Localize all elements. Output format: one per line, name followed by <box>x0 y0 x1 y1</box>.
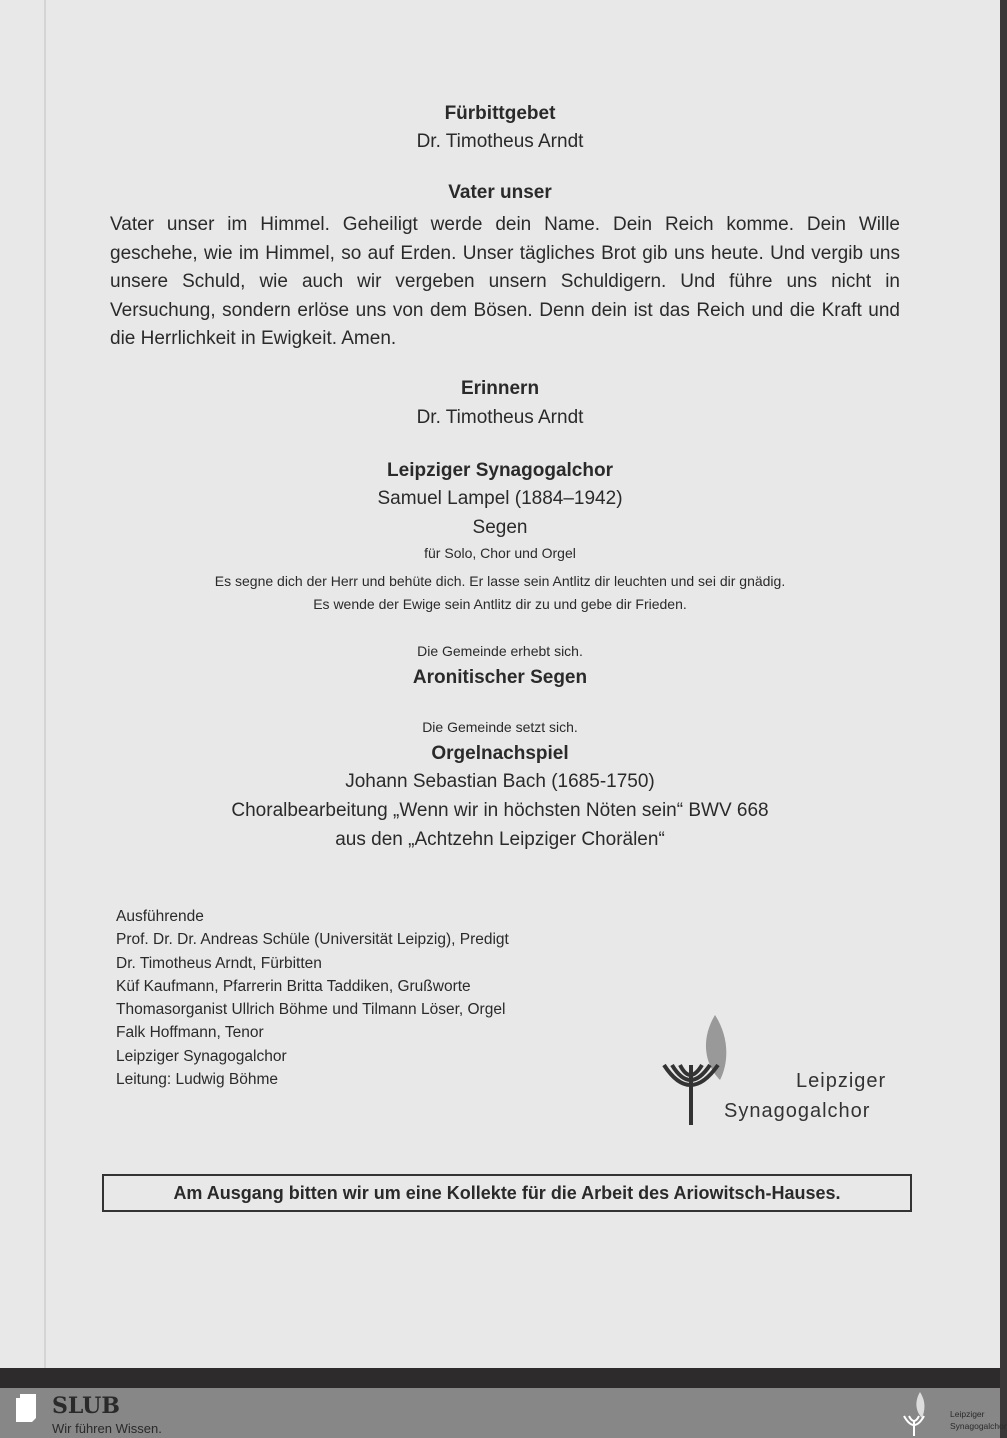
stage-note: Die Gemeinde erhebt sich. <box>417 643 583 659</box>
speaker: Dr. Timotheus Arndt <box>416 131 584 152</box>
slub-tagline: Wir führen Wissen. <box>52 1421 162 1436</box>
heading-orgelnachspiel: Orgelnachspiel <box>431 743 569 764</box>
composer: Samuel Lampel (1884–1942) <box>377 488 623 509</box>
performers-list <box>116 905 509 1091</box>
work-title: Segen <box>472 517 528 538</box>
performer-line: Prof. Dr. Dr. Andreas Schüle (Universität Leipzig), Predigt <box>116 931 509 949</box>
stage-note: Die Gemeinde setzt sich. <box>422 719 578 735</box>
heading-erinnern: Erinnern <box>460 378 540 399</box>
performer-line: Küf Kaufmann, Pfarrerin Britta Taddiken, Grußworte <box>116 977 471 995</box>
logo-text: Leipziger Synagogalchor <box>724 1070 887 1122</box>
scan-edge <box>0 1368 1000 1388</box>
slub-brand: SLUB <box>52 1393 120 1419</box>
performer-line: Leitung: Ludwig Böhme <box>116 1071 279 1089</box>
blessing-line: Es segne dich der Herr und behüte dich. Er lasse sein Antlitz dir leuchten und sei dir gnädig. <box>214 573 786 589</box>
collection-note: Am Ausgang bitten wir um eine Kollekte für die Arbeit des Ariowitsch-Hauses. <box>102 1174 912 1212</box>
blessing-line: Es wende der Ewige sein Antlitz dir zu und gebe dir Frieden. <box>313 596 687 612</box>
performer-line: Falk Hoffmann, Tenor <box>116 1024 264 1042</box>
heading-fuerbittgebet: Fürbittgebet <box>444 103 556 124</box>
work-title: Choralbearbeitung „Wenn wir in höchsten Nöten sein“ BWV 668 <box>231 800 769 821</box>
work-source: aus den „Achtzehn Leipziger Chorälen“ <box>335 829 665 850</box>
speaker: Dr. Timotheus Arndt <box>416 407 584 428</box>
heading-aronitischer-segen: Aronitischer Segen <box>412 667 588 688</box>
slub-book-icon <box>14 1392 40 1424</box>
heading-vater-unser: Vater unser <box>448 182 552 203</box>
footer-logo-text: Leipziger Synagogalchor <box>950 1409 1007 1431</box>
performer-line: Thomasorganist Ullrich Böhme und Tilmann Löser, Orgel <box>116 1001 506 1019</box>
scoring: für Solo, Chor und Orgel <box>424 545 576 561</box>
performer-line: Dr. Timotheus Arndt, Fürbitten <box>116 954 322 972</box>
heading-chor: Leipziger Synagogalchor <box>387 460 613 481</box>
prayer-text: Vater unser im Himmel. Geheiligt werde dein Name. Dein Reich komme. Dein Wille geschehe, wie im Himmel, so auf Erden. Unser tägliches Brot gib uns heute. Und vergib uns unsere Schuld, wie auch wir vergeben unsern Schuldigern. Und führe uns nicht in Versuchung, sondern erlöse uns von dem Bösen. Denn dein ist das Reich und die Kraft und die Herrlichkeit in Ewigkeit. Amen. <box>110 214 900 349</box>
footer-menorah-icon <box>898 1390 938 1436</box>
performers-heading: Ausführende <box>116 908 204 925</box>
performer-line: Leipziger Synagogalchor <box>116 1047 287 1065</box>
composer: Johann Sebastian Bach (1685-1750) <box>345 771 655 792</box>
